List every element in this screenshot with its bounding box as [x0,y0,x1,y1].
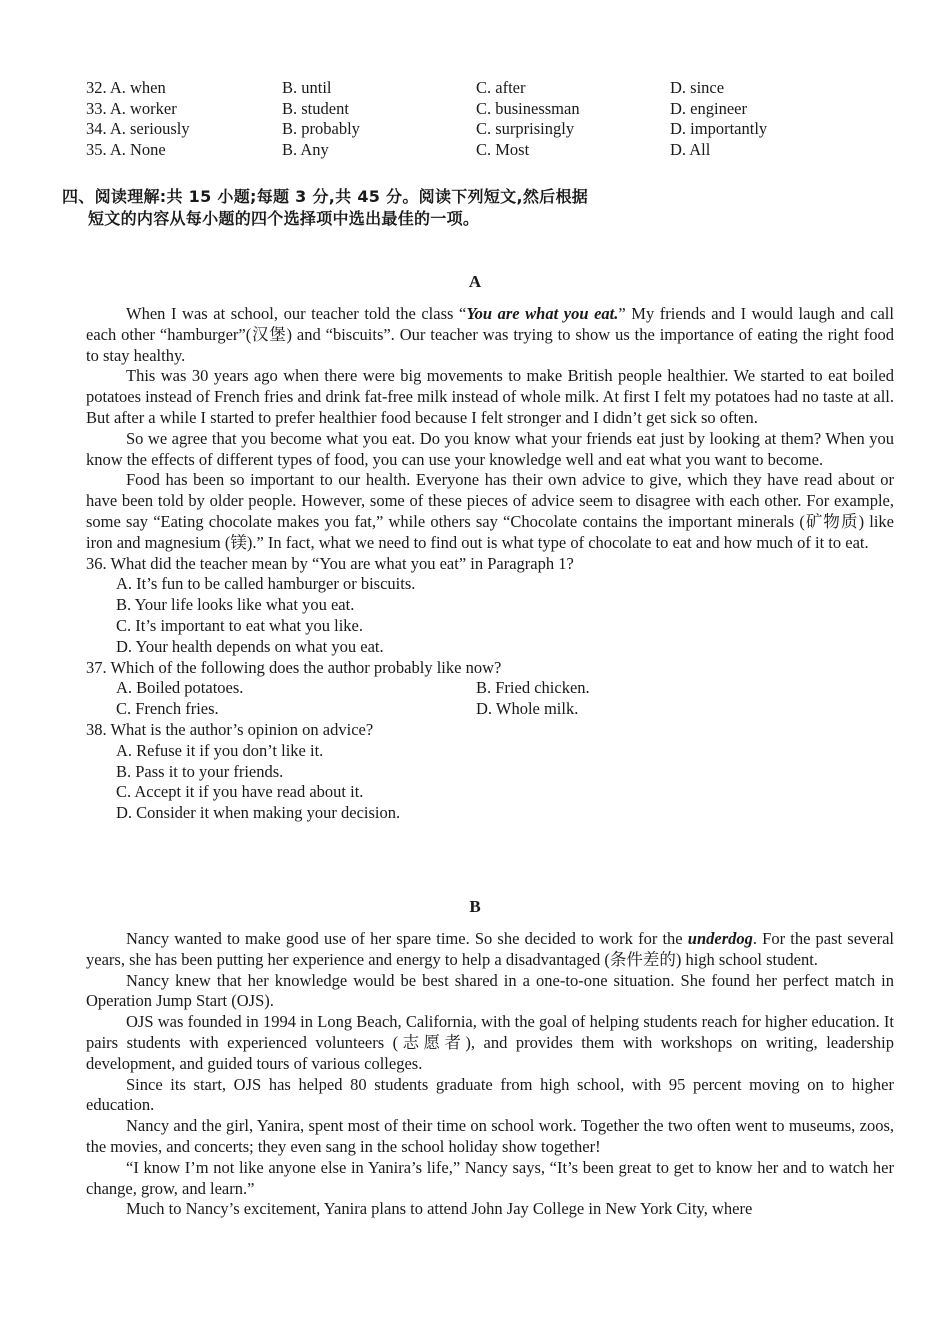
section-heading [62,186,862,230]
option-35-c: C. Most [476,140,530,160]
passage-b-paragraph-6: “I know I’m not like anyone else in Yanira’s life,” Nancy says, “It’s been great to get to know her and to watch her change, grow, and learn.” [86,1157,894,1198]
passage-b-title: B [469,897,481,916]
passage-a-title: A [468,272,482,291]
passage-a-paragraph-4: Food has been so important to our health. Everyone has their own advice to give, which they have read about or have been told by older people. However, some of these pieces of advice seem to disagree with each other. For example, some say “Eating chocolate makes you fat,” while others say “Chocolate contains the important minerals (矿物质) like iron and magnesium (镁).” In fact, what we need to find out is what type of chocolate to eat and how much of it to eat. [86,470,894,552]
pb1-before: Nancy wanted to make good use of her spare time. So she decided to work for the [126,929,688,948]
question-37-row-1 [86,678,894,699]
pb1-after: . For the past several years, she has been putting her experience and energy to help a disadvantaged (条件差的) high school student. [86,929,894,969]
option-32-b: B. until [282,78,332,97]
option-34-c: C. surprisingly [476,119,575,139]
question-37-option-b: B. Fried chicken. [476,678,590,698]
p1-before: When I was at school, our teacher told the class “ [126,304,467,323]
question-38-option-c: C. Accept it if you have read about it. [116,782,364,802]
question-37-row-2 [86,699,894,720]
passage-b-paragraph-5: Nancy and the girl, Yanira, spent most of their time on school work. Together the two often went to museums, zoos, the movies, and concerts; they even sang in the school holiday show together! [86,1116,894,1156]
question-36-option-d: D. Your health depends on what you eat. [116,636,384,656]
section-heading-line1: 四、阅读理解:共 15 小题;每题 3 分,共 45 分。阅读下列短文,然后根据 [62,187,589,206]
question-36-stem: 36. What did the teacher mean by “You are what you eat” in Paragraph 1? [86,553,574,573]
passage-a-paragraph-3: So we agree that you become what you eat. Do you know what your friends eat just by looking at them? When you know the effects of different types of food, you can use your knowledge well and eat what you want to become. [86,428,894,469]
options-row-33 [86,99,886,120]
question-37-option-c: C. French fries. [116,699,219,719]
p1-after: ” My friends and I would laugh and call each other “hamburger”(汉堡) and “biscuits”. Our teacher was trying to show us the importance of eating the right food to stay healthy. [86,304,894,365]
passage-a [86,304,894,824]
question-36-option-b: B. Your life looks like what you eat. [116,595,355,615]
question-36-option-c: C. It’s important to eat what you like. [116,615,364,635]
option-32-a: 32. A. when [86,78,166,97]
option-33-c: C. businessman [476,98,580,118]
question-36-option-a: A. It’s fun to be called hamburger or biscuits. [116,574,416,594]
question-37-option-d: D. Whole milk. [476,699,579,719]
quote-emphasis: You are what you eat. [466,304,619,323]
options-row-34 [86,119,886,140]
option-33-a: 33. A. worker [86,98,177,118]
options-row-35 [86,140,886,161]
option-33-b: B. student [282,98,349,118]
passage-b-paragraph-2: Nancy knew that her knowledge would be best shared in a one-to-one situation. She found her perfect match in Operation Jump Start (OJS). [86,970,894,1011]
option-35-b: B. Any [282,140,329,160]
options-row-32 [86,78,886,99]
passage-a-paragraph-1 [86,304,894,366]
option-33-d: D. engineer [670,98,747,118]
option-32-d: D. since [670,78,725,97]
passage-b-paragraph-1 [86,929,894,971]
cloze-options-table [86,78,886,161]
question-38-stem: 38. What is the author’s opinion on advice? [86,719,374,739]
question-38-option-a: A. Refuse it if you don’t like it. [116,740,324,760]
question-37-option-a: A. Boiled potatoes. [116,678,244,698]
passage-b-paragraph-3: OJS was founded in 1994 in Long Beach, California, with the goal of helping students reach for higher education. It pairs students with experienced volunteers (志愿者), and provides them with workshops on writing, leadership development, and guided tours of various colleges. [86,1012,894,1073]
option-34-a: 34. A. seriously [86,119,190,139]
option-34-b: B. probably [282,119,360,139]
option-32-c: C. after [476,78,526,97]
question-37-stem: 37. Which of the following does the author probably like now? [86,657,502,677]
option-35-a: 35. A. None [86,140,166,160]
option-35-d: D. All [670,140,711,160]
passage-b-paragraph-4: Since its start, OJS has helped 80 students graduate from high school, with 95 percent moving on to higher education. [86,1074,894,1115]
passage-b [86,929,894,1220]
option-34-d: D. importantly [670,119,768,139]
question-38-option-d: D. Consider it when making your decision. [116,803,401,823]
section-heading-line2: 短文的内容从每小题的四个选择项中选出最佳的一项。 [88,209,480,228]
underdog-emphasis: underdog [687,929,753,948]
passage-a-paragraph-2: This was 30 years ago when there were big movements to make British people healthier. We started to eat boiled potatoes instead of French fries and drink fat-free milk instead of whole milk. At first I felt my potatoes had no taste at all. But after a while I started to prefer healthier food because I felt stronger and I didn’t get sick so often. [86,366,894,427]
passage-b-paragraph-7: Much to Nancy’s excitement, Yanira plans to attend John Jay College in New York City, where [126,1199,753,1219]
question-38-option-b: B. Pass it to your friends. [116,761,284,781]
